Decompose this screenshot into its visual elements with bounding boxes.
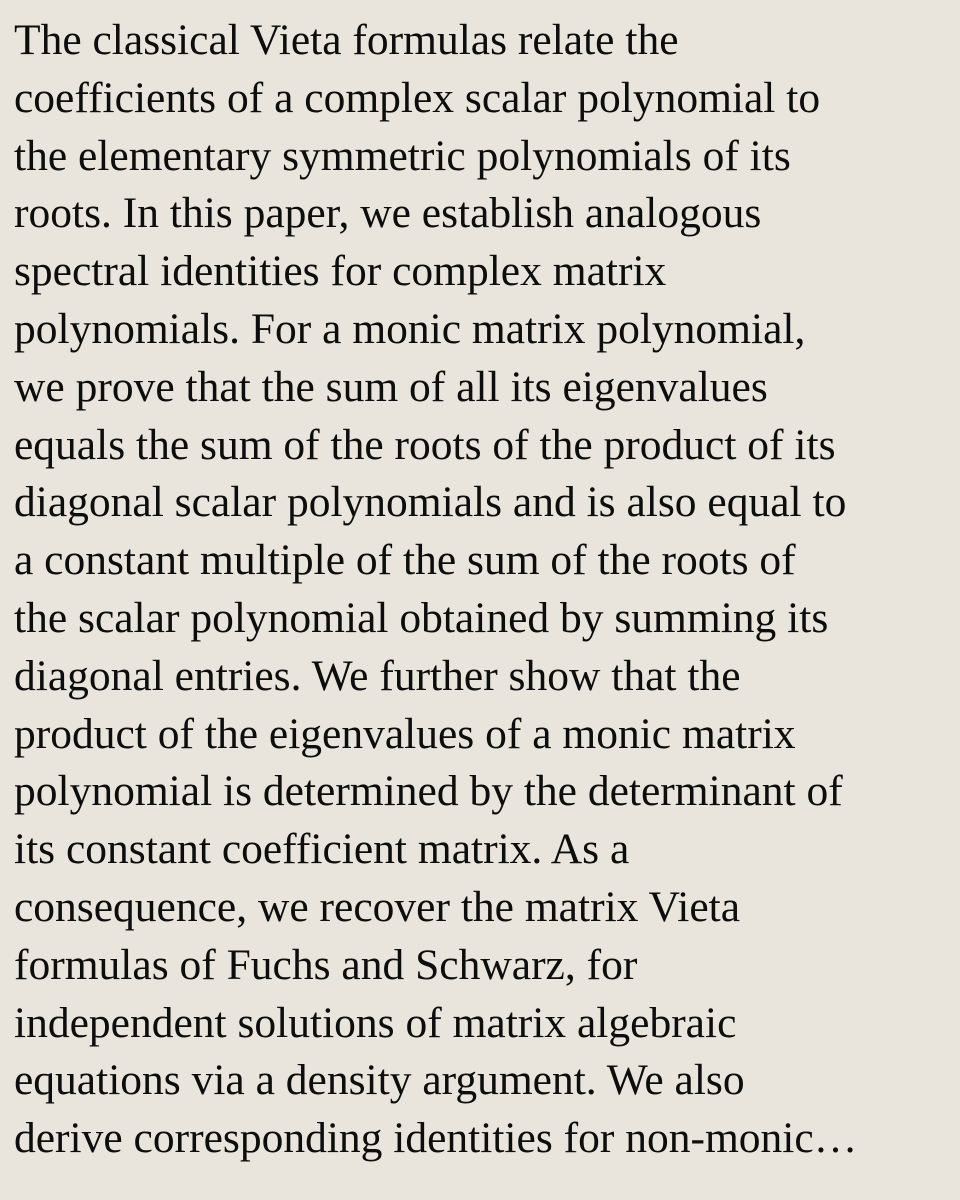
abstract-line: derive corresponding identities for non-monic…	[14, 1114, 858, 1163]
abstract-line: independent solutions of matrix algebraic	[14, 998, 737, 1047]
abstract-line: coefficients of a complex scalar polynomial to	[14, 73, 821, 122]
abstract-line: diagonal entries. We further show that the	[14, 651, 741, 700]
abstract-text	[14, 12, 946, 1168]
abstract-line: equals the sum of the roots of the product of its	[14, 420, 836, 469]
abstract-line: product of the eigenvalues of a monic matrix	[14, 709, 796, 758]
abstract-line: a constant multiple of the sum of the roots of	[14, 536, 796, 585]
abstract-line: its constant coefficient matrix. As a	[14, 825, 630, 874]
abstract-line: diagonal scalar polynomials and is also equal to	[14, 478, 847, 527]
abstract-line: roots. In this paper, we establish analogous	[14, 189, 762, 238]
abstract-line: consequence, we recover the matrix Vieta	[14, 882, 741, 931]
abstract-line: the scalar polynomial obtained by summing its	[14, 593, 829, 642]
abstract-line: the elementary symmetric polynomials of its	[14, 131, 791, 180]
abstract-line: polynomial is determined by the determinant of	[14, 767, 843, 816]
abstract-line: polynomials. For a monic matrix polynomial,	[14, 304, 806, 353]
abstract-line: we prove that the sum of all its eigenvalues	[14, 362, 768, 411]
abstract-line: equations via a density argument. We also	[14, 1056, 745, 1105]
abstract-line: spectral identities for complex matrix	[14, 247, 667, 296]
abstract-line: formulas of Fuchs and Schwarz, for	[14, 940, 638, 989]
abstract-line: The classical Vieta formulas relate the	[14, 16, 679, 64]
